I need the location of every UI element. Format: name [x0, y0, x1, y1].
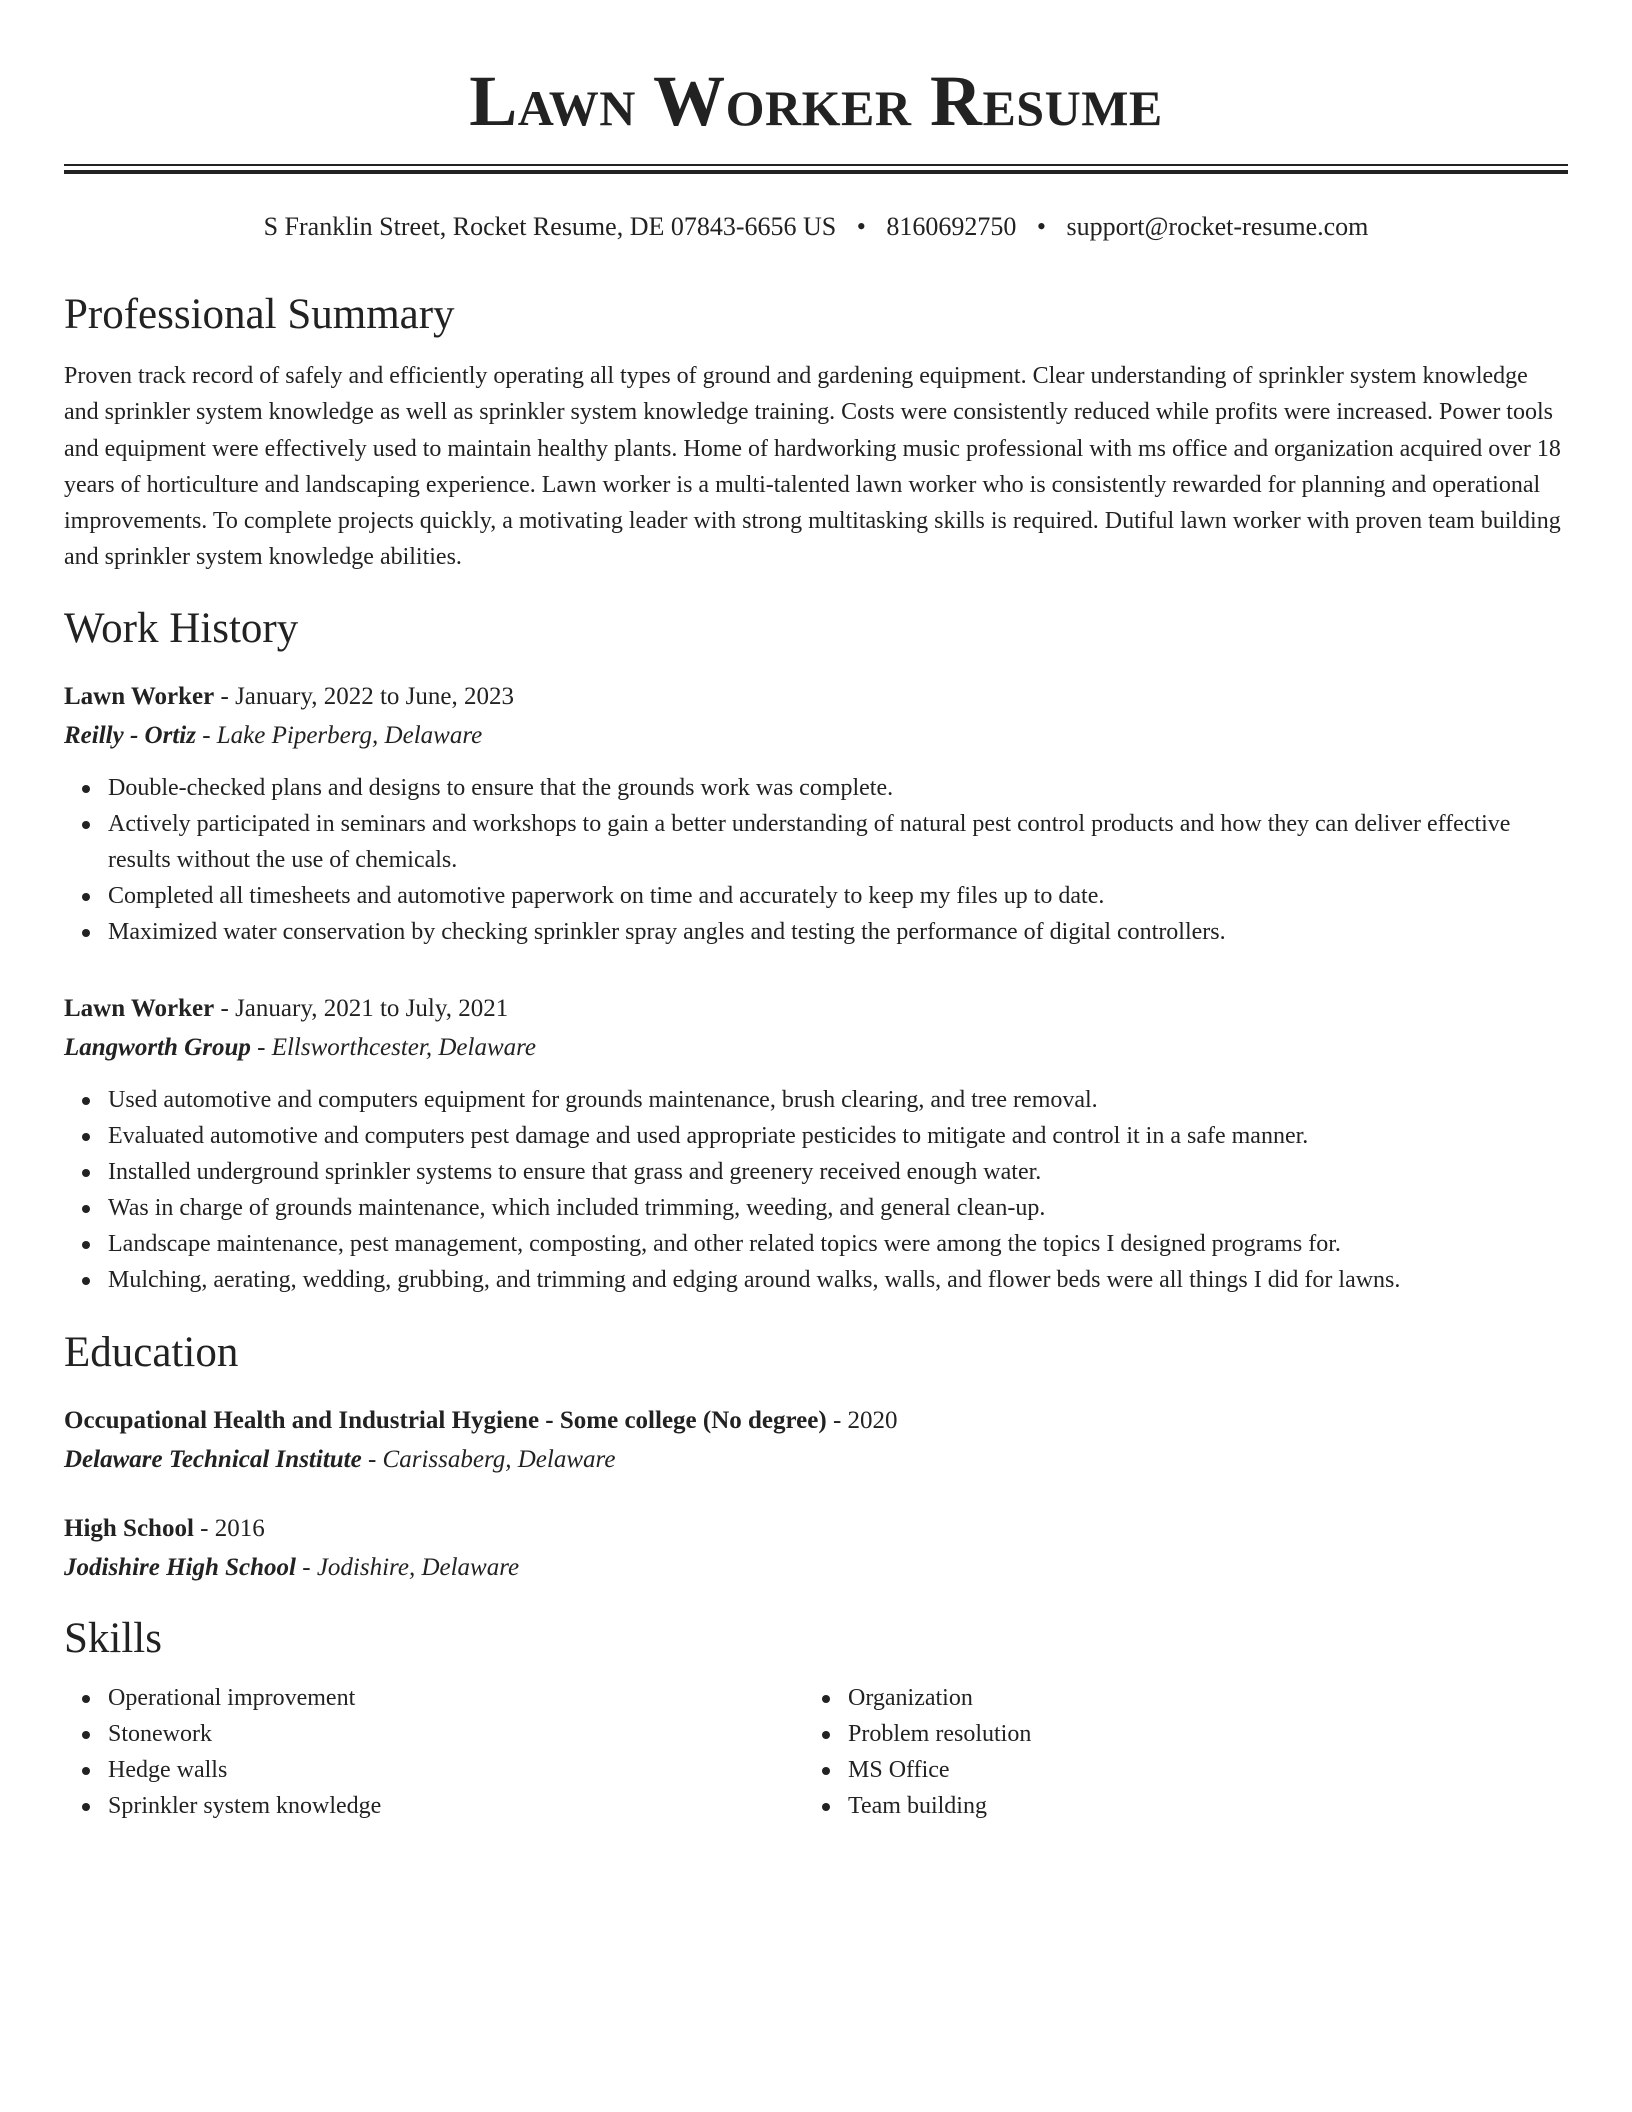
- education-degree-line: [64, 1402, 1568, 1440]
- list-item: Evaluated automotive and computers pest damage and used appropriate pesticides to mitigate and control it in a safe manner.: [108, 1118, 1568, 1154]
- contact-email: support@rocket-resume.com: [1066, 212, 1369, 241]
- job-title-line: [64, 678, 1568, 716]
- list-item: Completed all timesheets and automotive paperwork on time and accurately to keep my files up to date.: [108, 878, 1568, 914]
- skills-column-right: [804, 1680, 1544, 1824]
- job-company: Langworth Group: [64, 1033, 251, 1061]
- education-entry: [64, 1402, 1568, 1480]
- job-entry: [64, 678, 1568, 950]
- skills-grid: [64, 1680, 1568, 1824]
- job-dates: - January, 2022 to June, 2023: [214, 682, 514, 710]
- contact-separator: •: [1036, 212, 1046, 241]
- list-item: Operational improvement: [108, 1680, 804, 1716]
- summary-heading: Professional Summary: [64, 291, 455, 338]
- list-item: Was in charge of grounds maintenance, which included trimming, weeding, and general clean-up.: [108, 1190, 1568, 1226]
- education-degree-line: [64, 1510, 1568, 1548]
- list-item: Organization: [848, 1680, 1544, 1716]
- job-title: Lawn Worker: [64, 682, 215, 710]
- job-bullets: [64, 1082, 1568, 1298]
- education-school: Jodishire High School: [64, 1553, 296, 1581]
- education-degree: High School: [64, 1514, 194, 1542]
- list-item: Team building: [848, 1788, 1544, 1824]
- education-year: - 2016: [193, 1514, 265, 1542]
- job-bullets: [64, 770, 1568, 950]
- job-location: - Ellsworthcester, Delaware: [250, 1033, 537, 1061]
- skills-list: [804, 1680, 1544, 1824]
- list-item: Actively participated in seminars and workshops to gain a better understanding of natural pest control products and how they can deliver effective results without the use of chemicals.: [108, 806, 1568, 878]
- job-title: Lawn Worker: [64, 994, 215, 1022]
- education-school-line: [64, 1440, 1568, 1480]
- education-heading: Education: [64, 1328, 239, 1376]
- list-item: Sprinkler system knowledge: [108, 1788, 804, 1824]
- list-item: Double-checked plans and designs to ensure that the grounds work was complete.: [108, 770, 1568, 806]
- summary-text: Proven track record of safely and efficiently operating all types of ground and gardening equipment. Clear understanding of sprinkler system knowledge and sprinkler system knowledge as well as sprinkler system knowledge training. Costs were consistently reduced while profits were increased. Power tools and equipment were effectively used to maintain healthy plants. Home of hardworking music professional with ms office and organization acquired over 18 years of horticulture and landscaping experience. Lawn worker is a multi-talented lawn worker who is consistently rewarded for planning and operational improvements. To complete projects quickly, a motivating leader with strong multitasking skills is required. Dutiful lawn worker with proven team building and sprinkler system knowledge abilities.: [64, 363, 1561, 571]
- job-company-line: [64, 1028, 1568, 1068]
- list-item: Installed underground sprinkler systems to ensure that grass and greenery received enough water.: [108, 1154, 1568, 1190]
- list-item: Landscape maintenance, pest management, composting, and other related topics were among the topics I designed programs for.: [108, 1226, 1568, 1262]
- job-company-line: [64, 716, 1568, 756]
- list-item: Problem resolution: [848, 1716, 1544, 1752]
- title-divider: [64, 164, 1568, 174]
- work-history-heading: Work History: [64, 604, 299, 652]
- job-location: - Lake Piperberg, Delaware: [195, 721, 483, 749]
- skills-heading: Skills: [64, 1614, 162, 1662]
- skills-list: [64, 1680, 804, 1824]
- job-title-line: [64, 990, 1568, 1028]
- education-degree: Occupational Health and Industrial Hygiene - Some college (No degree): [64, 1406, 827, 1434]
- list-item: Mulching, aerating, wedding, grubbing, and trimming and edging around walks, walls, and flower beds were all things I did for lawns.: [108, 1262, 1568, 1298]
- list-item: MS Office: [848, 1752, 1544, 1788]
- list-item: Maximized water conservation by checking sprinkler spray angles and testing the performance of digital controllers.: [108, 914, 1568, 950]
- job-dates: - January, 2021 to July, 2021: [214, 994, 509, 1022]
- list-item: Hedge walls: [108, 1752, 804, 1788]
- list-item: Used automotive and computers equipment for grounds maintenance, brush clearing, and tree removal.: [108, 1082, 1568, 1118]
- education-year: - 2020: [826, 1406, 898, 1434]
- contact-separator: •: [856, 212, 866, 241]
- job-entry: [64, 990, 1568, 1298]
- contact-phone: 8160692750: [886, 212, 1017, 241]
- list-item: Stonework: [108, 1716, 804, 1752]
- contact-address: S Franklin Street, Rocket Resume, DE 07843-6656 US: [263, 212, 837, 241]
- resume-title: Lawn Worker Resume: [469, 61, 1163, 141]
- skills-column-left: [64, 1680, 804, 1824]
- job-company: Reilly - Ortiz: [64, 721, 196, 749]
- education-location: - Carissaberg, Delaware: [361, 1445, 616, 1473]
- education-location: - Jodishire, Delaware: [296, 1553, 520, 1581]
- education-entry: [64, 1510, 1568, 1588]
- education-school: Delaware Technical Institute: [64, 1445, 362, 1473]
- contact-line: [64, 210, 1568, 244]
- education-school-line: [64, 1548, 1568, 1588]
